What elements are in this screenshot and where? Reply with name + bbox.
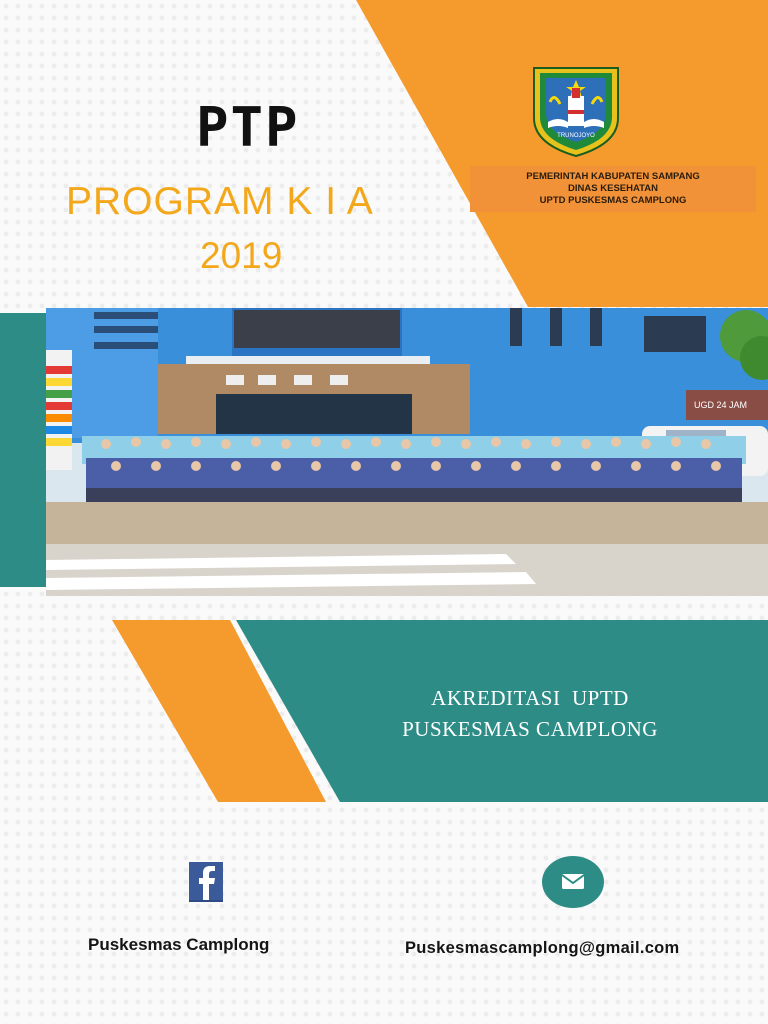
gov-line-regency: PEMERINTAH KABUPATEN SAMPANG [526,171,700,182]
cover-title: PTP [196,96,300,159]
facebook-label[interactable]: Puskesmas Camplong [88,935,270,954]
email-label[interactable]: Puskesmascamplong@gmail.com [405,939,680,957]
banner-line-puskesmas: PUSKESMAS CAMPLONG [402,717,658,741]
teal-side-bar [0,313,46,587]
cover-year: 2019 [200,235,283,276]
sampang-regency-logo [528,62,624,158]
ugd-sign: UGD 24 JAM [694,400,748,410]
gov-line-department: DINAS KESEHATAN [568,183,658,194]
gov-line-puskesmas: UPTD PUSKESMAS CAMPLONG [539,195,687,206]
orange-header-shape [0,0,768,310]
facebook-icon[interactable] [187,862,225,906]
government-header-box [470,166,756,212]
group-photo [46,308,768,596]
cover-subtitle: PROGRAM K I A [66,180,374,223]
envelope-icon[interactable] [542,856,604,908]
svg-text:TRUNOJOYO: TRUNOJOYO [557,133,595,139]
banner-line-accreditation: AKREDITASI UPTD [431,686,629,710]
accreditation-banner-text [300,683,760,745]
